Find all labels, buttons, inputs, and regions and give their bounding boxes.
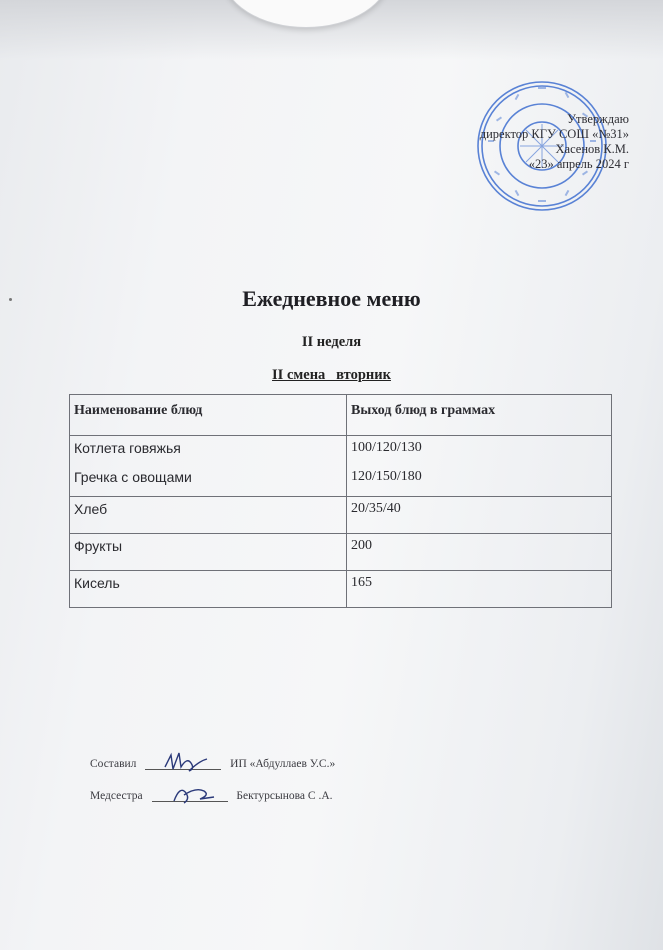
table-header-row <box>70 395 612 436</box>
handwritten-signature <box>170 781 218 807</box>
signature-composed <box>90 758 335 770</box>
table-row <box>70 534 612 571</box>
approval-block <box>480 112 629 172</box>
shift-day-label: II смена вторник <box>272 367 391 383</box>
table-row <box>70 436 612 497</box>
weight-cell <box>347 436 612 497</box>
column-header-dish: Наименование блюд <box>70 395 347 436</box>
weight-value: 100/120/130 <box>351 440 422 455</box>
weight-value: 165 <box>347 571 612 608</box>
column-header-weight: Выход блюд в граммах <box>347 395 612 436</box>
week-label: II неделя <box>301 334 362 350</box>
dish-name: Котлета говяжья <box>74 440 181 456</box>
weight-value: 200 <box>347 534 612 571</box>
approval-line-1: Утверждаю <box>567 112 629 126</box>
handwritten-signature <box>163 749 211 775</box>
approval-line-4: «23» апрель 2024 г <box>528 157 629 171</box>
signature-line <box>152 801 228 802</box>
approval-line-2: директор КГУ СОШ «№31» <box>479 127 629 141</box>
weight-value: 120/150/180 <box>351 469 422 484</box>
composed-label: Составил <box>90 758 137 770</box>
weight-value: 20/35/40 <box>347 497 612 534</box>
composed-name: ИП «Абдуллаев У.С.» <box>230 758 336 770</box>
dish-cell <box>70 436 347 497</box>
dish-name: Гречка с овощами <box>74 469 192 485</box>
approval-line-3: Хасенов К.М. <box>555 142 629 156</box>
nurse-label: Медсестра <box>90 790 143 802</box>
nurse-name: Бектурсынова С .А. <box>236 790 333 802</box>
dish-name: Кисель <box>70 571 347 608</box>
page-title: Ежедневное меню <box>242 286 421 311</box>
table-row <box>70 571 612 608</box>
menu-table <box>69 394 612 608</box>
dish-name: Хлеб <box>70 497 347 534</box>
table-row <box>70 497 612 534</box>
signature-line <box>145 769 221 770</box>
dish-name: Фрукты <box>70 534 347 571</box>
signature-nurse <box>90 790 333 802</box>
